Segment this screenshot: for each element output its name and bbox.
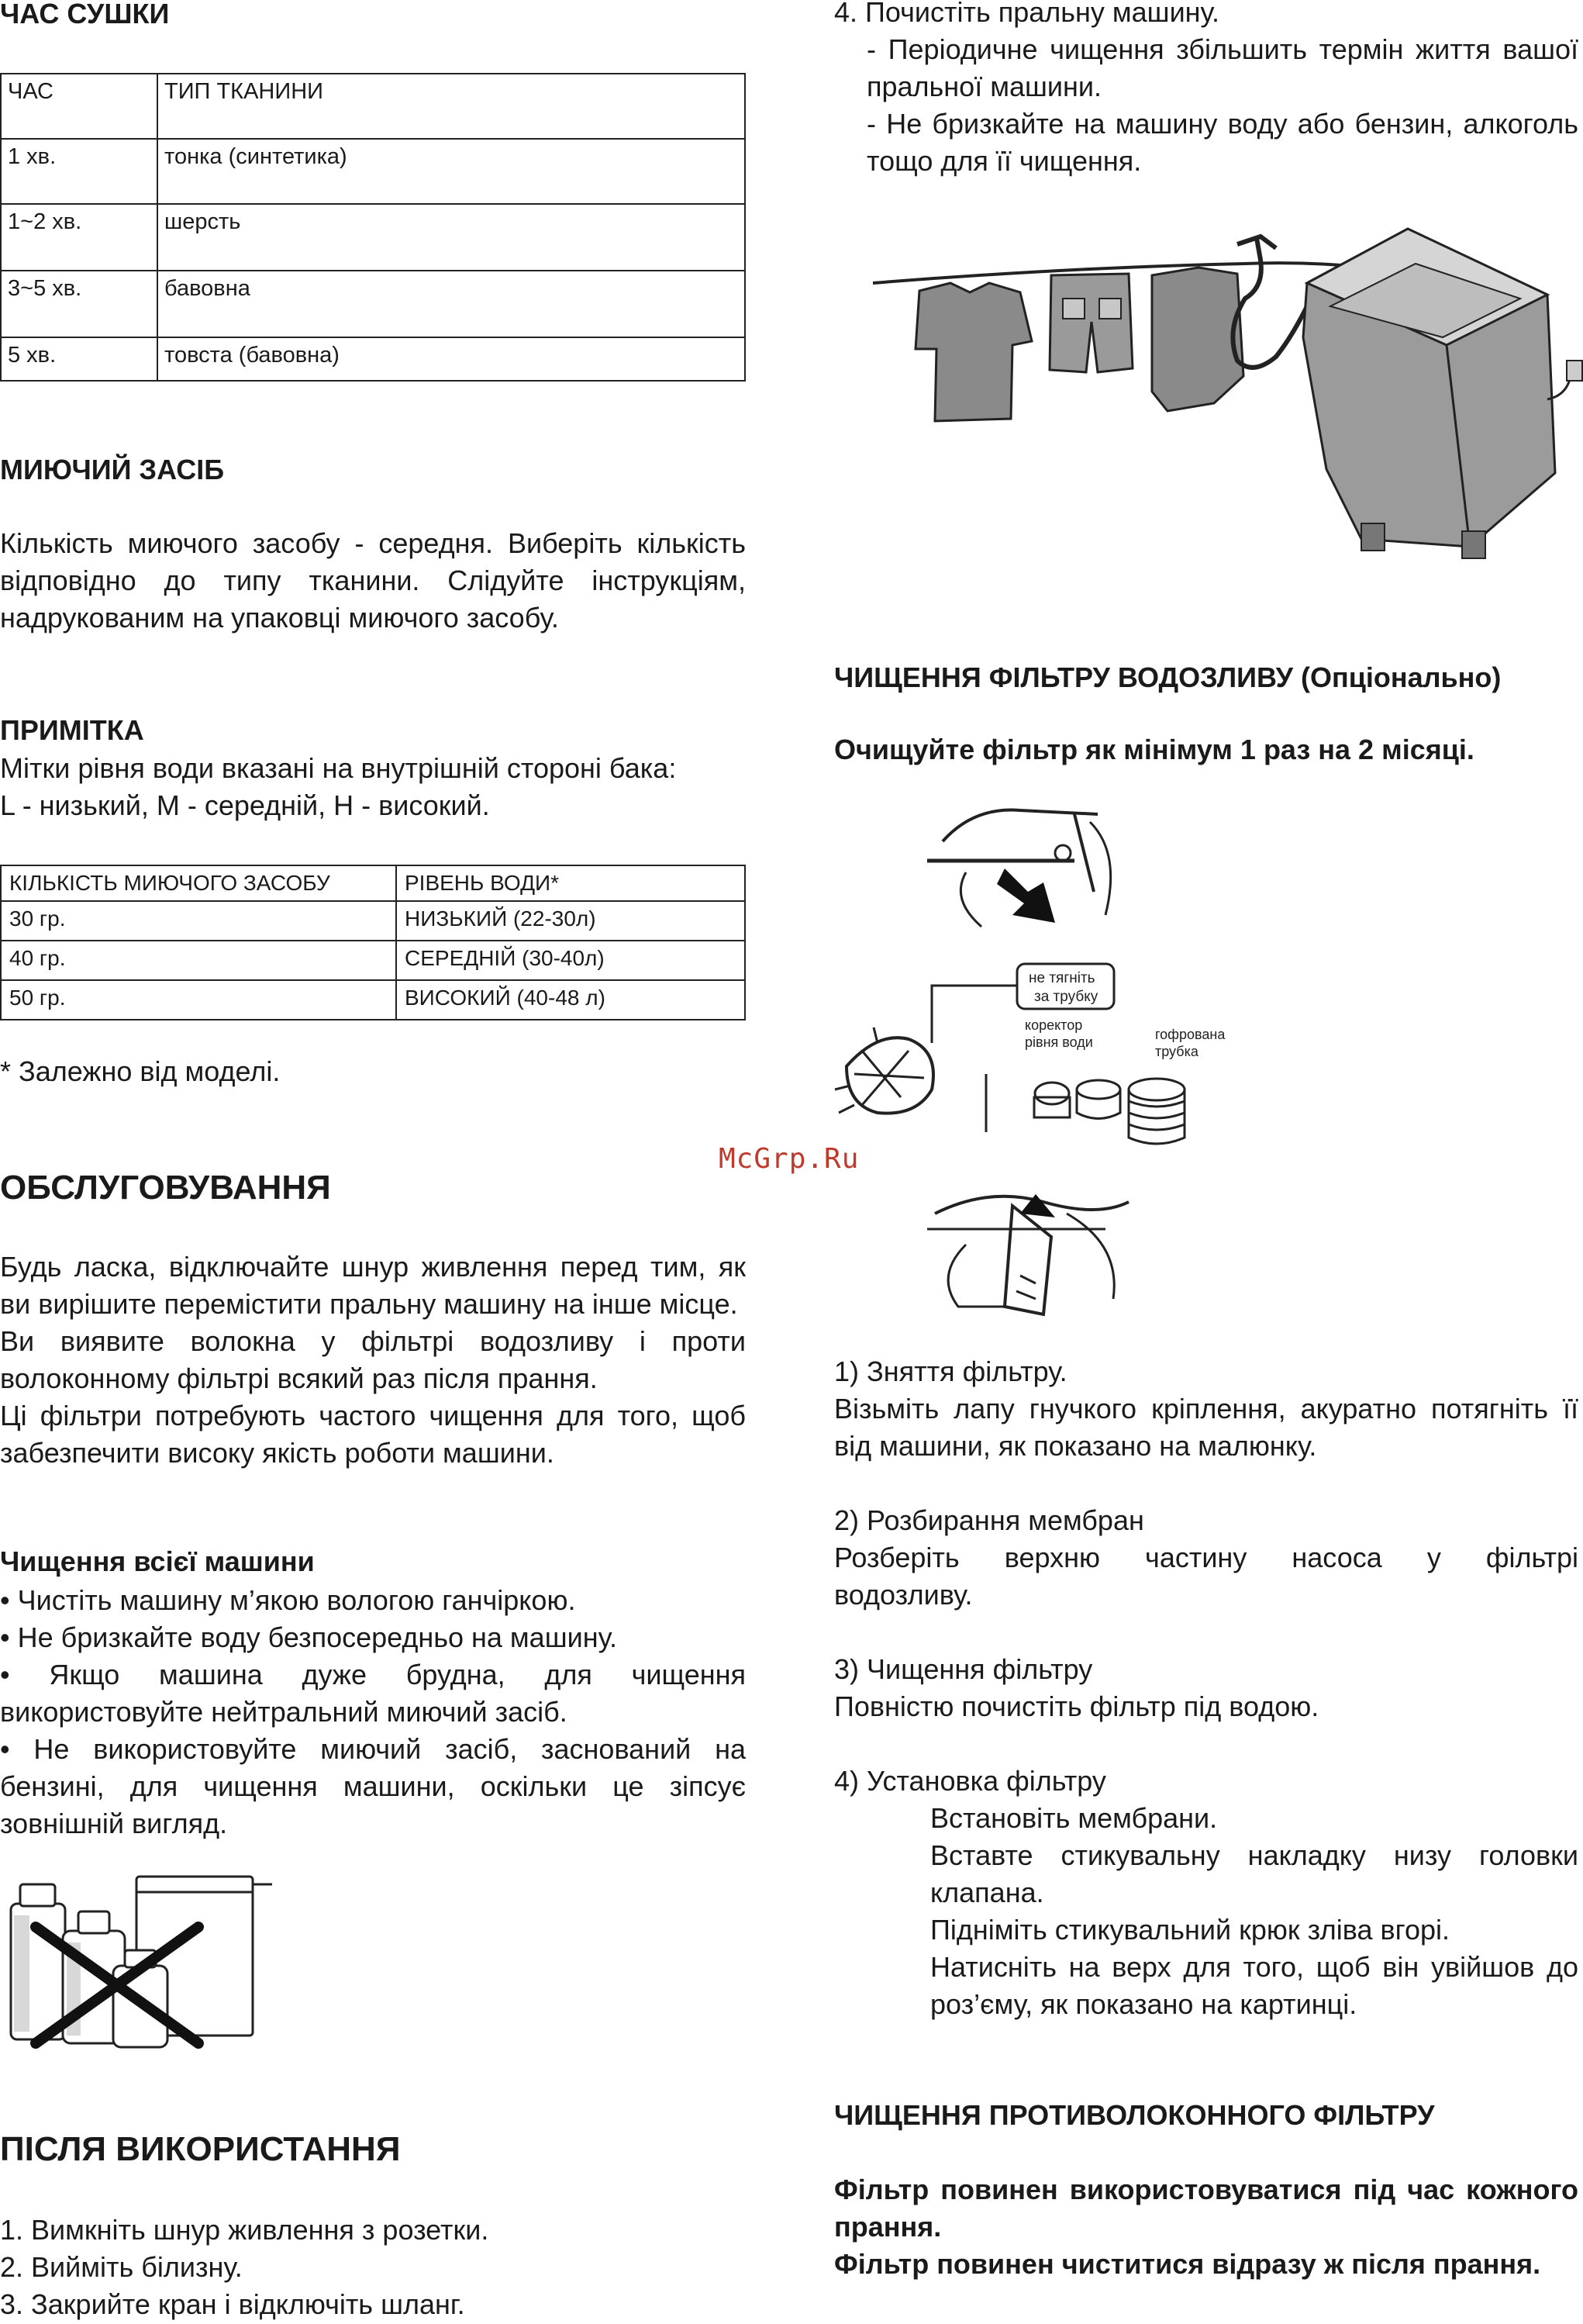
list-item: 1. Вимкніть шнур живлення з розетки. [0,2214,489,2246]
diaphragm-illustration [831,958,1250,1152]
table-row [1,941,745,980]
step-title: 3) Чищення фільтру [834,1653,1093,1685]
step-text: Натисніть на верх для того, щоб він увійшов до роз’єму, як показано на картинці. [930,1951,1578,2020]
table-row [1,139,745,204]
table-cell: шерсть [157,204,745,271]
no-chemicals-illustration [5,1869,272,2055]
washing-machine-laundry-illustration [873,221,1583,578]
maintenance-body [0,1248,746,1472]
table-cell: 50 гр. [1,980,396,1020]
detergent-text: Кількість миючого засобу - середня. Виберіть кількість відповідно до типу тканини. Слідуйте інструкціям, надрукованим на упаковці миючого засобу. [0,527,746,634]
list-item: • Чистіть машину м’якою вологою ганчіркою. [0,1584,576,1616]
table-header-row [1,74,745,139]
maintenance-paragraph: Будь ласка, відключайте шнур живлення перед тим, як ви вирішите перемістити пральну машину на інше місце. [0,1251,746,1320]
step-text: Вставте стикувальну накладку низу головки клапана. [930,1839,1578,1908]
table-cell: тонка (синтетика) [157,139,745,204]
after-use-title: ПІСЛЯ ВИКОРИСТАННЯ [0,2130,401,2168]
step-title: 4) Установка фільтру [834,1765,1106,1797]
spacer [834,1614,1578,1651]
step-title: 1) Зняття фільтру. [834,1355,1067,1387]
table-row [1,271,745,337]
step-text: Повністю почистіть фільтр під водою. [834,1690,1319,1722]
table-header-cell: КІЛЬКІСТЬ МИЮЧОГО ЗАСОБУ [1,865,396,901]
list-item: • Не бризкайте воду безпосередньо на машину. [0,1621,617,1653]
note-line-1: Мітки рівня води вказані на внутрішній стороні бака: [0,752,677,784]
table-cell: бавовна [157,271,745,337]
callout-pull-line-2: за трубку [1034,989,1098,1005]
step-text: Встановіть мембрани. [930,1802,1218,1834]
drain-filter-title: ЧИЩЕННЯ ФІЛЬТРУ ВОДОЗЛИВУ (Опціонально) [834,661,1502,693]
callout-pull-line-1: не тягніть [1029,970,1095,986]
table-header-cell: ЧАС [1,74,157,139]
drain-filter-steps [834,1353,1578,2023]
step4-detail: - Не бризкайте на машину воду або бензин, алкоголь тощо для її чищення. [867,108,1578,177]
list-item: 3. Закрийте кран і відключіть шланг. [0,2288,465,2320]
spacer [834,1725,1578,1763]
step-text: Розберіть верхню частину насоса у фільтрі водозливу. [834,1542,1578,1611]
watermark-text: McGrp.Ru [719,1143,860,1175]
callout-hose-line-1: гофрована [1155,1027,1226,1042]
table-row [1,980,745,1020]
table-cell: 30 гр. [1,901,396,941]
drying-time-table [0,73,746,382]
list-item: • Не використовуйте миючий засіб, заснований на бензині, для чищення машини, оскільки це зіпсує зовнішній вигляд. [0,1733,746,1839]
cleaning-whole-list [0,1582,746,1842]
step-text: Підніміть стикувальний крюк зліва вгорі. [930,1914,1450,1946]
maintenance-title: ОБСЛУГОВУВАННЯ [0,1169,331,1207]
table-row [1,204,745,271]
detergent-title: МИЮЧИЙ ЗАСІБ [0,454,225,485]
lint-filter-title: ЧИЩЕННЯ ПРОТИВОЛОКОННОГО ФІЛЬТРУ [834,2099,1435,2131]
step-title: 2) Розбирання мембран [834,1504,1144,1536]
filter-reassembly-illustration [919,1183,1160,1322]
spacer [834,1465,1578,1502]
maintenance-paragraph: Ви виявите волокна у фільтрі водозливу і проти волоконному фільтрі всякий раз після прання. [0,1325,746,1394]
filter-removal-illustration [919,799,1167,934]
list-item: 2. Вийміть білизну. [0,2251,243,2283]
table-cell: 40 гр. [1,941,396,980]
table-cell: товста (бавовна) [157,337,745,381]
note-line-2: L - низький, M - середній, H - високий. [0,789,490,821]
callout-hose-line-2: трубка [1155,1044,1198,1059]
lint-filter-text: Фільтр повинен використовуватися під час кожного прання. [834,2174,1578,2243]
table-row [1,337,745,381]
lint-filter-text: Фільтр повинен чиститися відразу ж після прання. [834,2248,1541,2280]
table-cell: НИЗЬКИЙ (22-30л) [396,901,745,941]
water-table-footnote: * Залежно від моделі. [0,1055,281,1087]
step4-detail: - Періодичне чищення збільшить термін життя вашої пральної машини. [867,33,1578,102]
table-header-cell: РІВЕНЬ ВОДИ* [396,865,745,901]
drying-time-title: ЧАС СУШКИ [0,0,170,29]
after-use-steps [0,2212,746,2323]
table-cell: 5 хв. [1,337,157,381]
maintenance-paragraph: Ці фільтри потребують частого чищення для того, щоб забезпечити високу якість роботи машини. [0,1400,746,1469]
step4-title: 4. Почистіть пральну машину. [834,0,1219,28]
table-header-row [1,865,745,901]
table-cell: 1 хв. [1,139,157,204]
table-row [1,901,745,941]
table-header-cell: ТИП ТКАНИНИ [157,74,745,139]
table-cell: 3~5 хв. [1,271,157,337]
note-title: ПРИМІТКА [0,714,144,746]
cleaning-whole-title: Чищення всієї машини [0,1545,315,1577]
table-cell: ВИСОКИЙ (40-48 л) [396,980,745,1020]
callout-corrector-line-2: рівня води [1025,1034,1093,1050]
callout-corrector-line-1: коректор [1025,1017,1083,1033]
table-cell: 1~2 хв. [1,204,157,271]
table-cell: СЕРЕДНІЙ (30-40л) [396,941,745,980]
list-item: • Якщо машина дуже брудна, для чищення використовуйте нейтральний миючий засіб. [0,1659,746,1728]
drain-filter-subtitle: Очищуйте фільтр як мінімум 1 раз на 2 місяці. [834,734,1474,765]
step-text: Візьміть лапу гнучкого кріплення, акуратно потягніть її від машини, як показано на малюнку. [834,1393,1578,1462]
water-level-table [0,865,746,1020]
